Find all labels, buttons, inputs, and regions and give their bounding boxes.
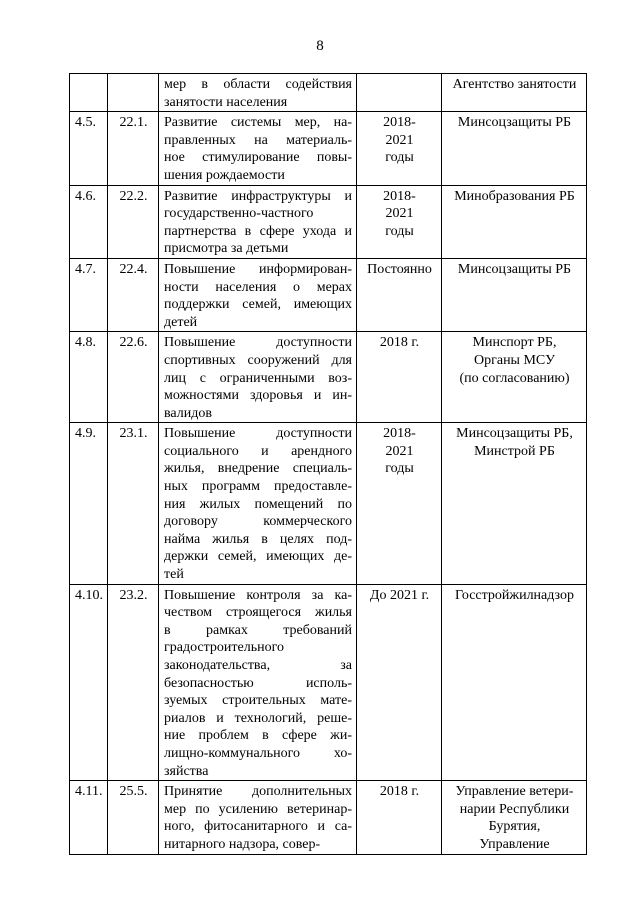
description-line: риалов и технологий, реше- (164, 710, 352, 726)
description-line: Повышение информирован- (164, 261, 352, 277)
description-line: лищно-коммунального хо- (164, 745, 352, 761)
description-line: ных программ предоставле- (164, 479, 352, 495)
deadline-line: 2021 (385, 132, 414, 148)
description-line: в рамках требований (164, 622, 352, 638)
description-line: валидов (164, 405, 212, 421)
deadline-line: 2018- (383, 188, 416, 204)
item-number-cell (70, 74, 108, 112)
description-line: зяйства (164, 763, 209, 779)
item-number-cell (70, 423, 108, 584)
description-line: партнерства в сфере ухода и (164, 223, 352, 239)
description-line: Повышение доступности (164, 335, 352, 351)
item-number: 4.11. (75, 784, 103, 800)
deadline-line: 2018 г. (379, 784, 420, 800)
description-line: законодательства, за (164, 658, 352, 673)
description-line: держки семей, имеющих де- (164, 549, 352, 565)
table-row (70, 423, 587, 584)
source-item-number: 23.1. (119, 426, 148, 442)
responsible-cell (442, 584, 587, 781)
source-item-cell (108, 423, 159, 584)
source-item-cell (108, 584, 159, 781)
description-line: спортивных сооружений для (164, 352, 352, 368)
deadline-line: До 2021 г. (369, 587, 430, 603)
responsible-line: Агентство занятости (452, 77, 577, 92)
description-line: Повышение контроля за ка- (164, 587, 352, 603)
description-line: договору коммерческого (164, 514, 352, 530)
source-item-cell (108, 332, 159, 423)
description-line: детей (164, 314, 198, 330)
table-row (70, 112, 587, 185)
item-number-cell (70, 258, 108, 331)
measure-description-cell (159, 332, 357, 423)
responsible-line: нарии Республики (459, 801, 570, 817)
item-number: 4.9. (75, 426, 96, 442)
source-item-cell (108, 185, 159, 258)
description-line: шения рождаемости (164, 167, 285, 183)
source-item-number: 22.6. (119, 335, 148, 351)
source-item-cell (108, 74, 159, 112)
table-row (70, 781, 587, 854)
deadline-line: Постоянно (367, 261, 432, 277)
table-row (70, 584, 587, 781)
responsible-line: Минстрой РБ (474, 443, 555, 459)
description-line: Развитие системы мер, на- (164, 115, 352, 131)
table-row (70, 258, 587, 331)
measure-description-cell (159, 584, 357, 781)
deadline-cell (357, 185, 442, 258)
item-number: 4.6. (75, 188, 96, 204)
description-line: тей (164, 567, 184, 583)
responsible-line: Органы МСУ (474, 352, 555, 368)
description-line: безопасностью исполь- (164, 675, 352, 691)
description-line: мер по усилению ветеринар- (164, 801, 352, 817)
source-item-cell (108, 258, 159, 331)
source-item-number: 23.2. (119, 587, 148, 603)
measure-description-cell (159, 185, 357, 258)
description-line: ное стимулирование повы- (164, 150, 352, 166)
page-number: 8 (316, 38, 324, 54)
measure-description-cell (159, 781, 357, 854)
deadline-cell (357, 74, 442, 112)
description-line: Повышение доступности (164, 426, 352, 442)
description-line: социального и арендного (164, 443, 352, 459)
responsible-line: Госстройжилнадзор (454, 587, 575, 603)
description-line: чеством строящегося жилья (164, 605, 352, 621)
source-item-number: 22.1. (119, 115, 148, 131)
item-number: 4.8. (75, 335, 96, 351)
description-line: Развитие инфраструктуры и (164, 188, 352, 204)
description-line: поддержки семей, имеющих (164, 297, 352, 313)
description-line: присмотра за детьми (164, 241, 289, 257)
item-number-cell (70, 112, 108, 185)
description-line: зуемых строительных мате- (164, 693, 352, 709)
deadline-cell (357, 258, 442, 331)
deadline-line: 2021 (385, 206, 414, 222)
deadline-line: 2021 (385, 443, 414, 459)
deadline-line: 2018- (383, 115, 416, 131)
source-item-cell (108, 112, 159, 185)
item-number: 4.7. (75, 261, 96, 277)
source-item-cell (108, 781, 159, 854)
source-item-number: 25.5. (119, 784, 148, 800)
description-line: ности населения о мерах (164, 279, 352, 295)
item-number: 4.10. (75, 587, 103, 603)
deadline-line: 2018 г. (379, 335, 420, 351)
measure-description-cell (159, 423, 357, 584)
table-row (70, 185, 587, 258)
description-line: жилья, внедрение специаль- (164, 461, 352, 477)
description-line: ния жилых помещений по (164, 496, 352, 512)
description-line: мер в области содействия (164, 77, 352, 92)
responsible-line: Минсоцзащиты РБ (457, 115, 572, 131)
source-item-number: 22.2. (119, 188, 148, 204)
description-line: можностями здоровья и ин- (164, 388, 352, 404)
description-line: ного, фитосанитарного и са- (164, 819, 352, 835)
responsible-line: Управление (479, 836, 550, 852)
deadline-line: годы (385, 223, 414, 239)
deadline-line: 2018- (383, 426, 416, 442)
responsible-cell (442, 258, 587, 331)
item-number-cell (70, 584, 108, 781)
responsible-line: Минсоцзащиты РБ (457, 261, 572, 277)
responsible-line: Минобразования РБ (454, 188, 575, 204)
deadline-cell (357, 584, 442, 781)
description-line: занятости населения (164, 94, 288, 110)
deadline-cell (357, 423, 442, 584)
table-row (70, 74, 587, 112)
responsible-cell (442, 112, 587, 185)
responsible-cell (442, 781, 587, 854)
item-number-cell (70, 781, 108, 854)
responsible-line: (по согласованию) (459, 370, 570, 386)
deadline-cell (357, 112, 442, 185)
description-line: найма жилья в целях под- (164, 531, 352, 547)
description-line: правленных на материаль- (164, 132, 352, 148)
deadline-line: годы (385, 461, 414, 477)
item-number-cell (70, 332, 108, 423)
measure-description-cell (159, 258, 357, 331)
responsible-cell (442, 74, 587, 112)
description-line: нитарного надзора, совер- (164, 836, 321, 852)
description-line: ние проблем в сфере жи- (164, 728, 352, 744)
responsible-line: Минсоцзащиты РБ, (456, 426, 573, 442)
responsible-cell (442, 185, 587, 258)
description-line: Принятие дополнительных (164, 784, 352, 800)
source-item-number: 22.4. (119, 261, 148, 277)
deadline-line: годы (385, 150, 414, 166)
item-number-cell (70, 185, 108, 258)
measures-table (69, 73, 587, 855)
table-row (70, 332, 587, 423)
description-line: градостроительного (164, 640, 285, 656)
measure-description-cell (159, 112, 357, 185)
responsible-cell (442, 332, 587, 423)
deadline-cell (357, 332, 442, 423)
responsible-line: Управление ветери- (455, 784, 574, 800)
description-line: государственно-частного (164, 206, 314, 222)
responsible-line: Минспорт РБ, (472, 335, 557, 351)
item-number: 4.5. (75, 115, 96, 131)
responsible-line: Бурятия, (488, 819, 541, 835)
deadline-cell (357, 781, 442, 854)
measure-description-cell (159, 74, 357, 112)
responsible-cell (442, 423, 587, 584)
description-line: лиц с ограниченными воз- (164, 370, 352, 386)
